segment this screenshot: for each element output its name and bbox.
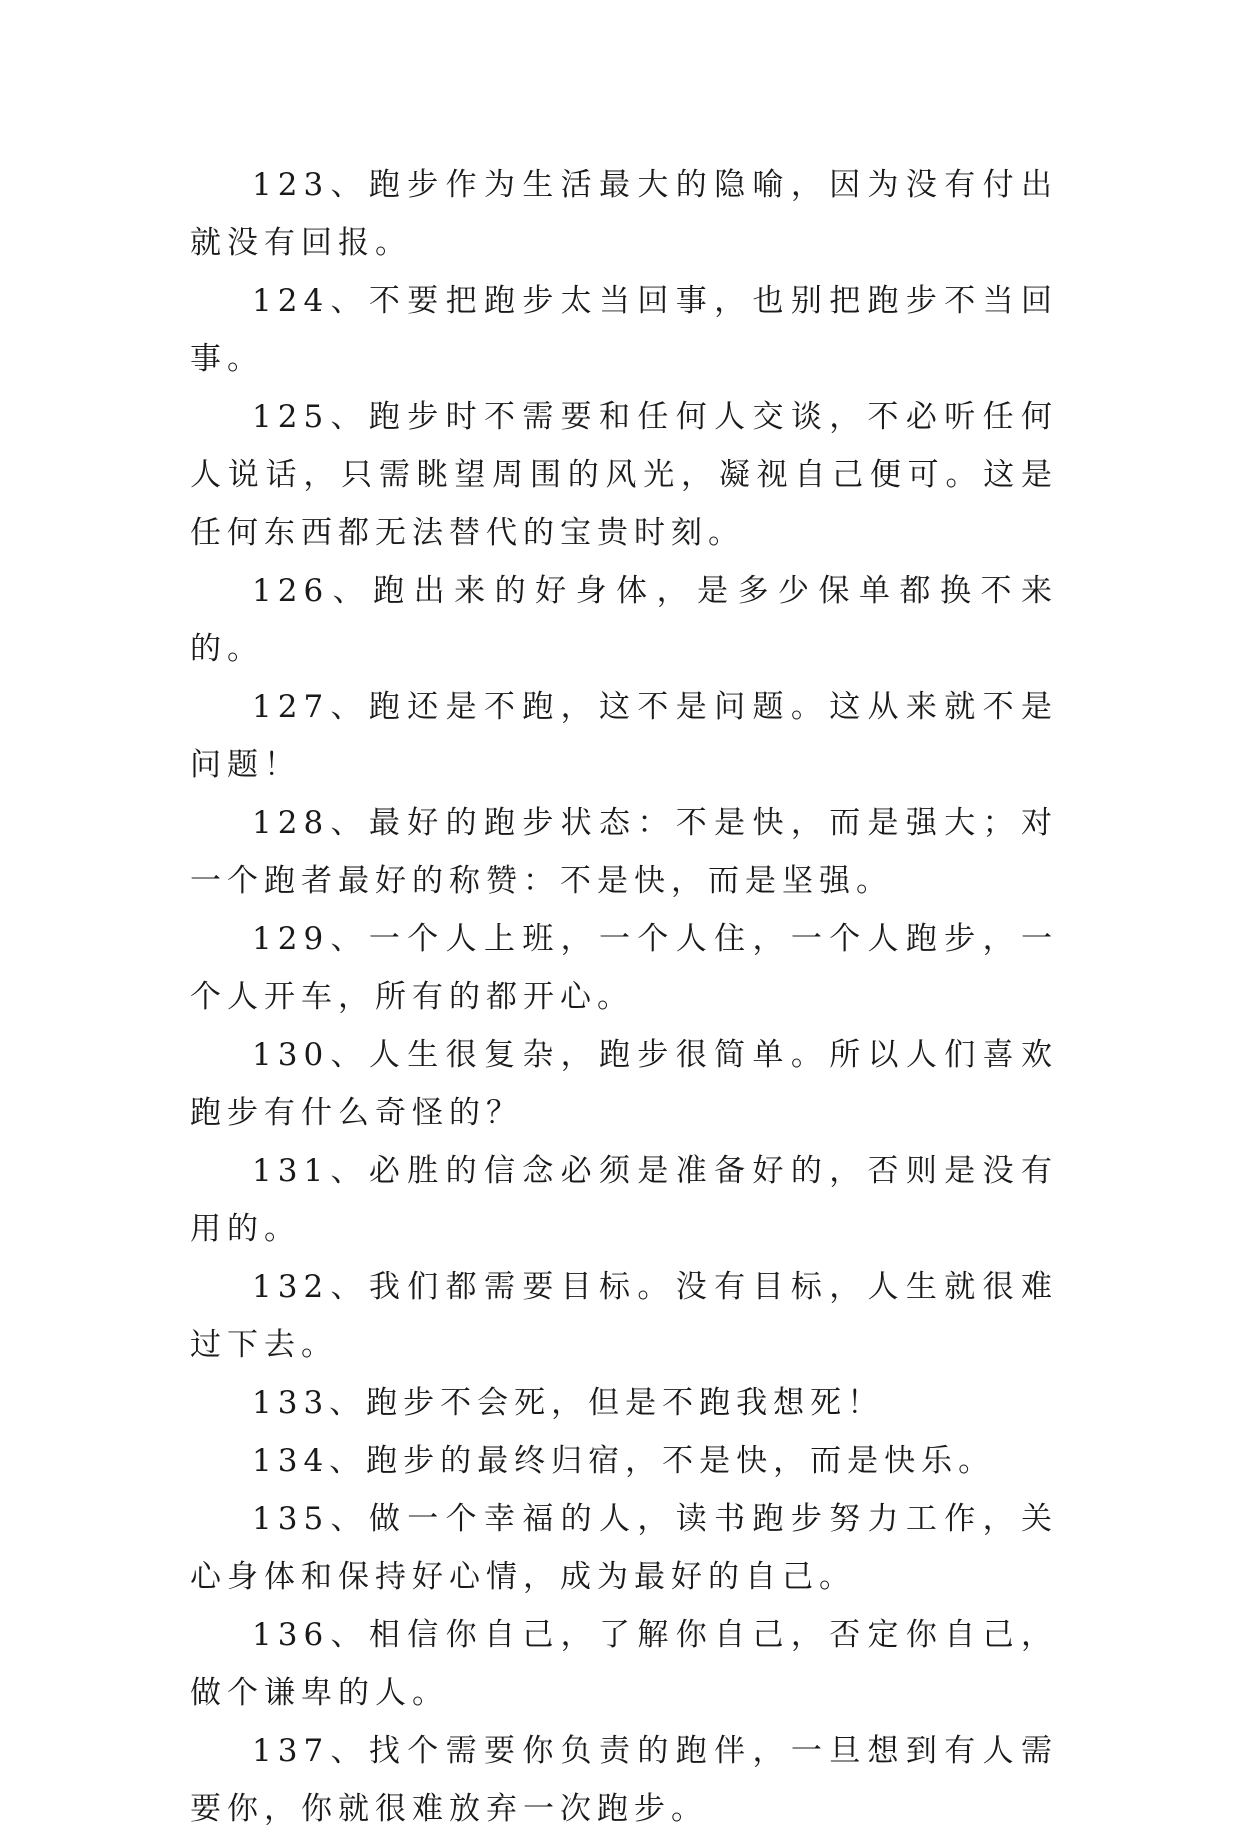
- paragraph-127: 127、跑还是不跑，这不是问题。这从来就不是问题！: [190, 689, 1058, 783]
- paragraph-132: 132、我们都需要目标。没有目标，人生就很难过下去。: [190, 1269, 1058, 1363]
- paragraph-133: 133、跑步不会死，但是不跑我想死！: [252, 1385, 885, 1421]
- paragraph-135: 135、做一个幸福的人，读书跑步努力工作，关心身体和保持好心情，成为最好的自己。: [190, 1501, 1058, 1595]
- document-body: [190, 156, 1058, 1838]
- paragraph-123: 123、跑步作为生活最大的隐喻，因为没有付出就没有回报。: [190, 167, 1058, 261]
- paragraph-128: 128、最好的跑步状态：不是快，而是强大；对一个跑者最好的称赞：不是快，而是坚强。: [190, 805, 1058, 899]
- paragraph-137: 137、找个需要你负责的跑伴，一旦想到有人需要你，你就很难放弃一次跑步。: [190, 1733, 1058, 1827]
- paragraph-125: 125、跑步时不需要和任何人交谈，不必听任何人说话，只需眺望周围的风光，凝视自己便可。这是任何东西都无法替代的宝贵时刻。: [190, 399, 1058, 551]
- paragraph-124: 124、不要把跑步太当回事，也别把跑步不当回事。: [190, 283, 1058, 377]
- paragraph-126: 126、跑出来的好身体，是多少保单都换不来的。: [190, 573, 1058, 667]
- paragraph-134: 134、跑步的最终归宿，不是快，而是快乐。: [252, 1443, 996, 1479]
- paragraph-130: 130、人生很复杂，跑步很简单。所以人们喜欢跑步有什么奇怪的？: [190, 1037, 1058, 1131]
- paragraph-131: 131、必胜的信念必须是准备好的，否则是没有用的。: [190, 1153, 1058, 1247]
- paragraph-136: 136、相信你自己，了解你自己，否定你自己，做个谦卑的人。: [190, 1617, 1058, 1711]
- paragraph-129: 129、一个人上班，一个人住，一个人跑步，一个人开车，所有的都开心。: [190, 921, 1058, 1015]
